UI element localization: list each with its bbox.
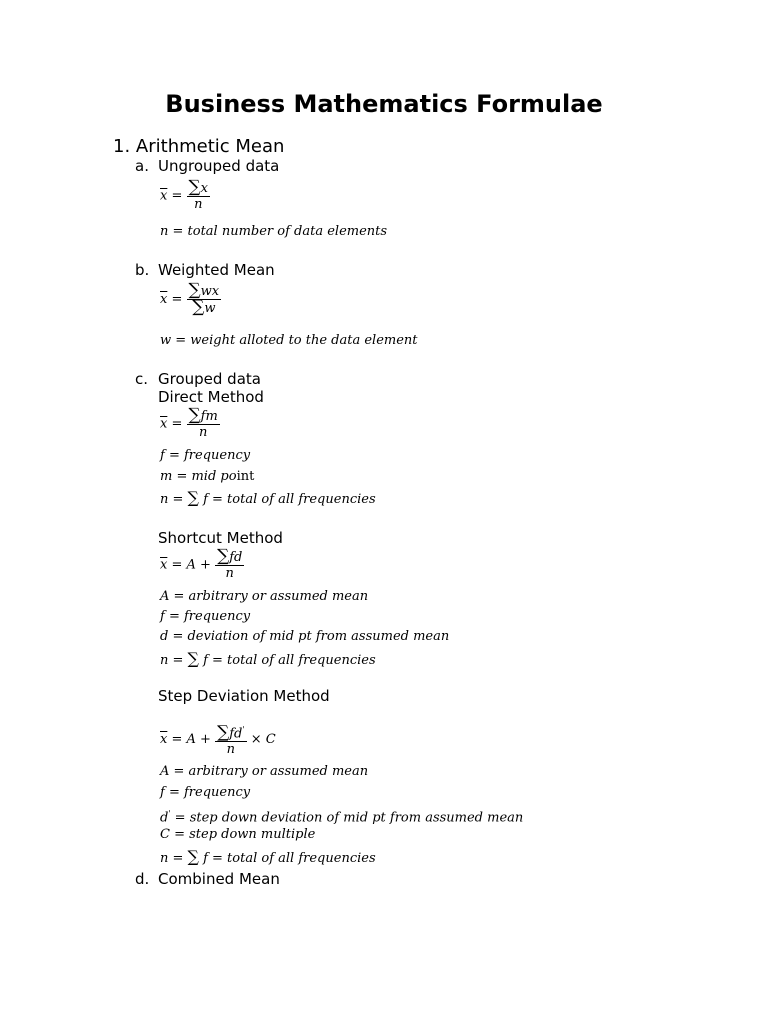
fraction bbox=[187, 405, 220, 440]
times-c: × C bbox=[250, 732, 276, 748]
subsection-marker: a. bbox=[135, 157, 149, 175]
sigma-symbol: ∑ bbox=[188, 405, 201, 425]
definition-m: m = mid point bbox=[160, 469, 255, 484]
subsection-b-heading bbox=[135, 261, 275, 279]
direct-method-formula bbox=[160, 405, 220, 440]
numerator: fd bbox=[229, 726, 243, 742]
numerator: fd bbox=[229, 550, 243, 565]
definition-f: f = frequency bbox=[160, 448, 251, 463]
prime-mark: ' bbox=[242, 725, 245, 734]
sigma-symbol: ∑ bbox=[188, 177, 201, 197]
equals-sign: = bbox=[171, 188, 183, 204]
sigma-symbol: ∑ bbox=[187, 488, 199, 507]
definition-a: A = arbitrary or assumed mean bbox=[160, 589, 369, 604]
definition-w: w = weight alloted to the data element bbox=[160, 333, 418, 348]
weighted-mean-formula bbox=[160, 280, 221, 317]
subsection-marker: c. bbox=[135, 370, 149, 388]
sigma-symbol: ∑ bbox=[188, 280, 201, 300]
definition-n-total: n = ∑ f = total of all frequencies bbox=[160, 649, 376, 668]
definition-n-total: n = ∑ f = total of all frequencies bbox=[160, 488, 376, 507]
page-title: Business Mathematics Formulae bbox=[165, 90, 603, 118]
x-bar: $\overline{x}$ bbox=[160, 188, 168, 204]
numerator: wx bbox=[200, 284, 220, 299]
section-heading bbox=[113, 136, 284, 157]
x-bar: $\overline{x}$ bbox=[160, 292, 168, 307]
denominator: n bbox=[194, 197, 203, 212]
sigma-symbol: ∑ bbox=[187, 847, 199, 866]
fraction bbox=[187, 177, 210, 212]
prime-mark: ' bbox=[168, 809, 171, 818]
subsection-title: Ungrouped data bbox=[158, 157, 280, 175]
ungrouped-mean-formula bbox=[160, 177, 210, 212]
step-deviation-heading: Step Deviation Method bbox=[158, 687, 330, 705]
x-bar: $\overline{x}$ bbox=[160, 732, 168, 748]
subsection-title: Weighted Mean bbox=[158, 261, 275, 279]
subsection-d-heading bbox=[135, 870, 280, 888]
numerator: fm bbox=[200, 409, 218, 424]
denominator: n bbox=[225, 566, 234, 581]
definition-f: f = frequency bbox=[160, 609, 251, 624]
equals-sign: = bbox=[171, 416, 183, 432]
subsection-marker: d. bbox=[135, 870, 150, 888]
equals-a-plus: = A + bbox=[171, 732, 211, 748]
sigma-symbol: ∑ bbox=[217, 722, 230, 743]
sigma-symbol: ∑ bbox=[192, 297, 205, 317]
fraction bbox=[215, 546, 244, 581]
definition-d-prime: d' = step down deviation of mid pt from assumed mean bbox=[160, 809, 524, 826]
step-deviation-formula bbox=[160, 722, 276, 757]
section-number: 1. bbox=[113, 136, 131, 157]
subsection-title: Combined Mean bbox=[158, 870, 280, 888]
shortcut-method-formula bbox=[160, 546, 244, 581]
fraction bbox=[187, 280, 222, 317]
sigma-symbol: ∑ bbox=[217, 546, 230, 566]
equals-a-plus: = A + bbox=[171, 557, 211, 573]
equals-sign: = bbox=[171, 292, 183, 307]
section-title: Arithmetic Mean bbox=[135, 136, 285, 157]
subsection-c-heading bbox=[135, 370, 261, 388]
numerator: x bbox=[200, 181, 209, 196]
denominator: w bbox=[204, 301, 216, 316]
definition-a: A = arbitrary or assumed mean bbox=[160, 764, 369, 779]
definition-d: d = deviation of mid pt from assumed mean bbox=[160, 629, 450, 644]
definition-f: f = frequency bbox=[160, 785, 251, 800]
sigma-symbol: ∑ bbox=[187, 649, 199, 668]
fraction bbox=[215, 722, 246, 757]
denominator: n bbox=[198, 425, 208, 440]
subsection-title: Grouped data bbox=[158, 370, 261, 388]
definition-n-total: n = ∑ f = total of all frequencies bbox=[160, 847, 376, 866]
direct-method-heading: Direct Method bbox=[158, 388, 264, 406]
x-bar: $\overline{x}$ bbox=[160, 416, 168, 432]
denominator: n bbox=[226, 742, 235, 758]
x-bar: $\overline{x}$ bbox=[160, 557, 168, 573]
definition-c: C = step down multiple bbox=[160, 827, 316, 842]
subsection-marker: b. bbox=[135, 261, 150, 279]
definition-n: n = total number of data elements bbox=[160, 224, 388, 239]
shortcut-method-heading: Shortcut Method bbox=[158, 529, 283, 547]
subsection-a-heading bbox=[135, 157, 279, 175]
